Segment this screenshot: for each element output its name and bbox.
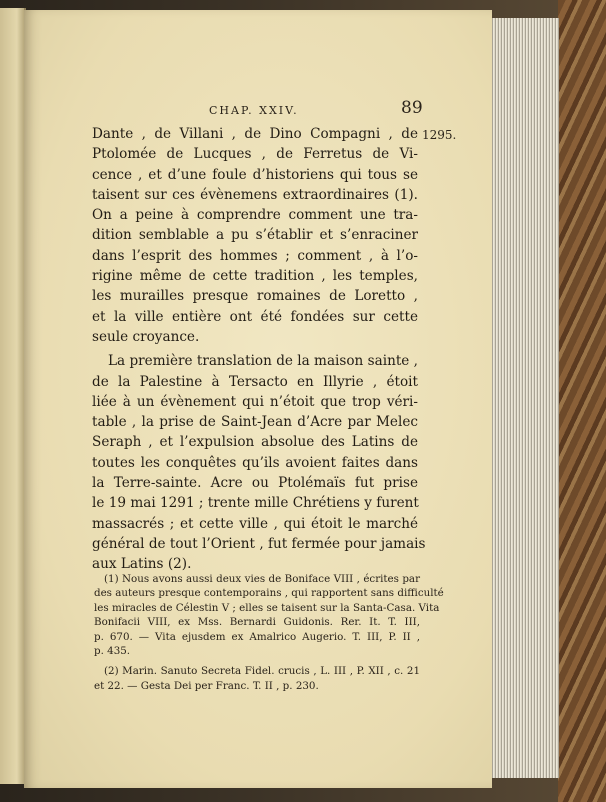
footnote-line: et 22. — Gesta Dei per Franc. T. II , p. 230. [94,679,319,692]
text-line: massacrés ; et cette ville , qui étoit le marché [92,515,418,532]
footnotes [94,572,444,693]
text-line: et la ville entière ont été fondées sur cette [92,308,418,325]
text-line: taisent sur ces évènemens extraordinaires (1). [92,186,418,203]
left-page-edge [0,8,26,784]
text-line: de la Palestine à Tersacto en Illyrie , étoit [92,373,418,390]
footnote-line: Bonifacii VIII, ex Mss. Bernardi Guidonis. Rer. It. T. III, [94,616,420,629]
page-number: 89 [401,98,423,118]
body-text [92,124,426,575]
text-line: On a peine à comprendre comment une tra- [92,207,418,224]
text-line: dition semblable a pu s’établir et s’enraciner [92,227,418,244]
book-spine-marbled-edge [558,0,606,802]
footnote-line: (2) Marin. Sanuto Secreta Fidel. crucis , L. III , P. XII , c. 21 [104,665,420,678]
text-line: général de tout l’Orient , fut fermée pour jamais [92,535,426,552]
footnote-line: les miracles de Célestin V ; elles se taisent sur la Santa-Casa. Vita [94,601,440,614]
paragraph-1 [92,124,418,347]
text-line: le 19 mai 1291 ; trente mille Chrétiens y furent [92,495,419,512]
text-line: Ptolomée de Lucques , de Ferretus de Vi- [92,146,418,163]
footnote-line: (1) Nous avons aussi deux vies de Boniface VIII , écrites par [104,573,420,585]
running-head: CHAP. XXIV. [209,104,299,117]
paragraph-2 [92,351,426,574]
text-line: cence , et d’une foule d’historiens qui tous se [92,166,418,183]
text-line: aux Latins (2). [92,556,192,573]
text-line: table , la prise de Saint-Jean d’Acre par Melec [92,414,418,431]
footnote-1 [94,572,444,658]
text-line: la Terre-sainte. Acre ou Ptolémaïs fut prise [92,475,418,492]
text-line: rigine même de cette tradition , les temples, [92,268,418,285]
text-line: La première translation de la maison sainte , [108,353,418,370]
footnote-line: p. 670. — Vita ejusdem ex Amalrico Augerio. T. III, P. II , [94,630,420,643]
text-line: toutes les conquêtes qu’ils avoient faites dans [92,454,418,471]
text-line: liée à un évènement qui n’étoit que trop véri- [92,393,418,410]
text-line: seule croyance. [92,328,200,345]
book-page [24,10,492,788]
text-line: dans l’esprit des hommes ; comment , à l’o- [92,247,418,264]
margin-year-note: 1295. [422,128,457,142]
text-line: Dante , de Villani , de Dino Compagni , de [92,126,418,142]
text-line: Seraph , et l’expulsion absolue des Latins de [92,434,418,451]
footnote-line: p. 435. [94,645,131,658]
footnote-2 [94,664,420,693]
page-block-edges [490,18,559,778]
text-line: les murailles presque romaines de Loretto , [92,288,418,305]
footnote-line: des auteurs presque contemporains , qui rapportent sans difficulté [94,587,444,600]
